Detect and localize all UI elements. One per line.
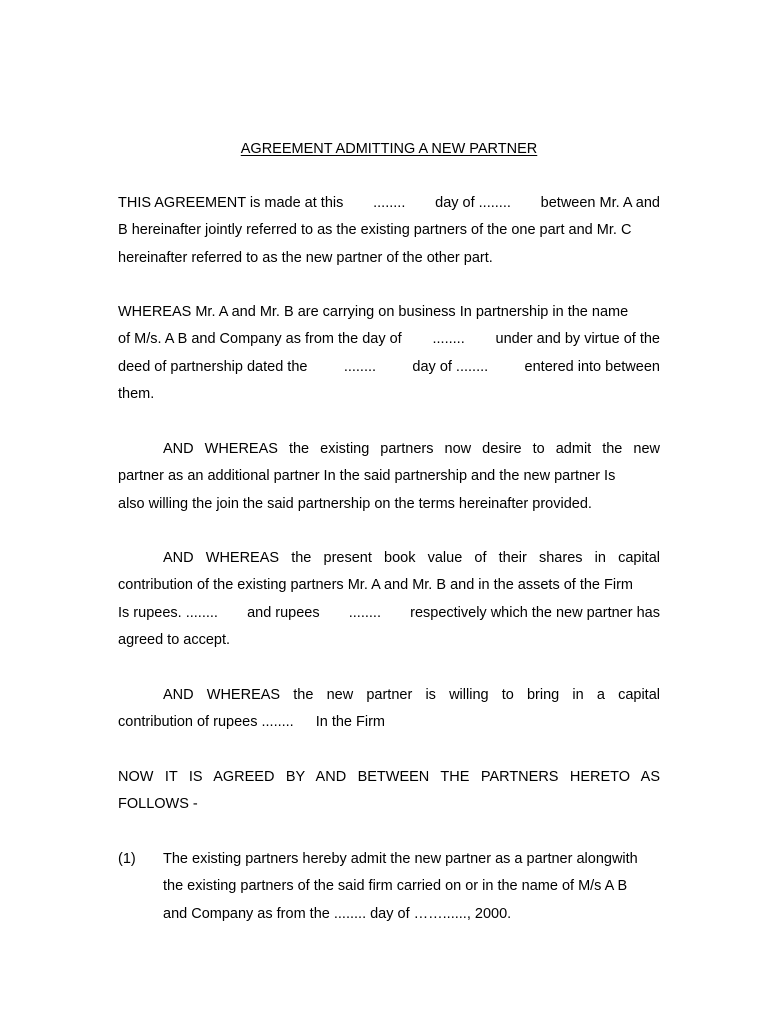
paragraph-whereas-business (118, 299, 660, 409)
text-line: THIS AGREEMENT is made at this ........ day of ........ between Mr. A and (118, 195, 660, 211)
paragraph-whereas-book-value (118, 545, 660, 655)
clause-number: (1) (118, 851, 136, 867)
text-line: of M/s. A B and Company as from the day of ........ under and by virtue of the (118, 331, 660, 348)
text-line: them. (118, 386, 155, 403)
text-line: partner as an additional partner In the said partnership and the new partner Is (118, 468, 616, 485)
text-line: NOW IT IS AGREED BY AND BETWEEN THE PARTNERS HERETO AS (118, 769, 660, 785)
clause-1 (118, 846, 660, 928)
text-line: The existing partners hereby admit the new partner as a partner alongwith (163, 851, 638, 867)
document-title: AGREEMENT ADMITTING A NEW PARTNER (240, 141, 538, 157)
text-line: contribution of the existing partners Mr. A and Mr. B and in the assets of the Firm (118, 577, 634, 594)
text-line: the existing partners of the said firm carried on or in the name of M/s A B (163, 878, 628, 895)
text-line: contribution of rupees ........ In the Firm (118, 714, 386, 731)
text-line: AND WHEREAS the existing partners now desire to admit the new (163, 441, 660, 457)
text-line: also willing the join the said partnership on the terms hereinafter provided. (118, 495, 592, 512)
text-line: deed of partnership dated the ........ day of ........ entered into between (118, 358, 660, 375)
text-line: FOLLOWS - (118, 796, 198, 813)
paragraph-whereas-admit (118, 436, 660, 518)
text-line: and Company as from the ........ day of ……......, 2000. (163, 905, 512, 922)
clause-body (163, 846, 660, 928)
text-line: AND WHEREAS the new partner is willing to bring in a capital (163, 687, 660, 703)
text-line: hereinafter referred to as the new partner of the other part. (118, 249, 493, 266)
text-line: agreed to accept. (118, 632, 231, 649)
paragraph-whereas-capital (118, 682, 660, 737)
text-line: Is rupees. ........ and rupees ........ respectively which the new partner has (118, 604, 660, 621)
text-line: WHEREAS Mr. A and Mr. B are carrying on business In partnership in the name (118, 304, 629, 320)
text-line: B hereinafter jointly referred to as the existing partners of the one part and Mr. C (118, 222, 632, 239)
paragraph-preamble (118, 190, 660, 272)
paragraph-now-agreed (118, 764, 660, 819)
text-line: AND WHEREAS the present book value of their shares in capital (163, 550, 660, 566)
